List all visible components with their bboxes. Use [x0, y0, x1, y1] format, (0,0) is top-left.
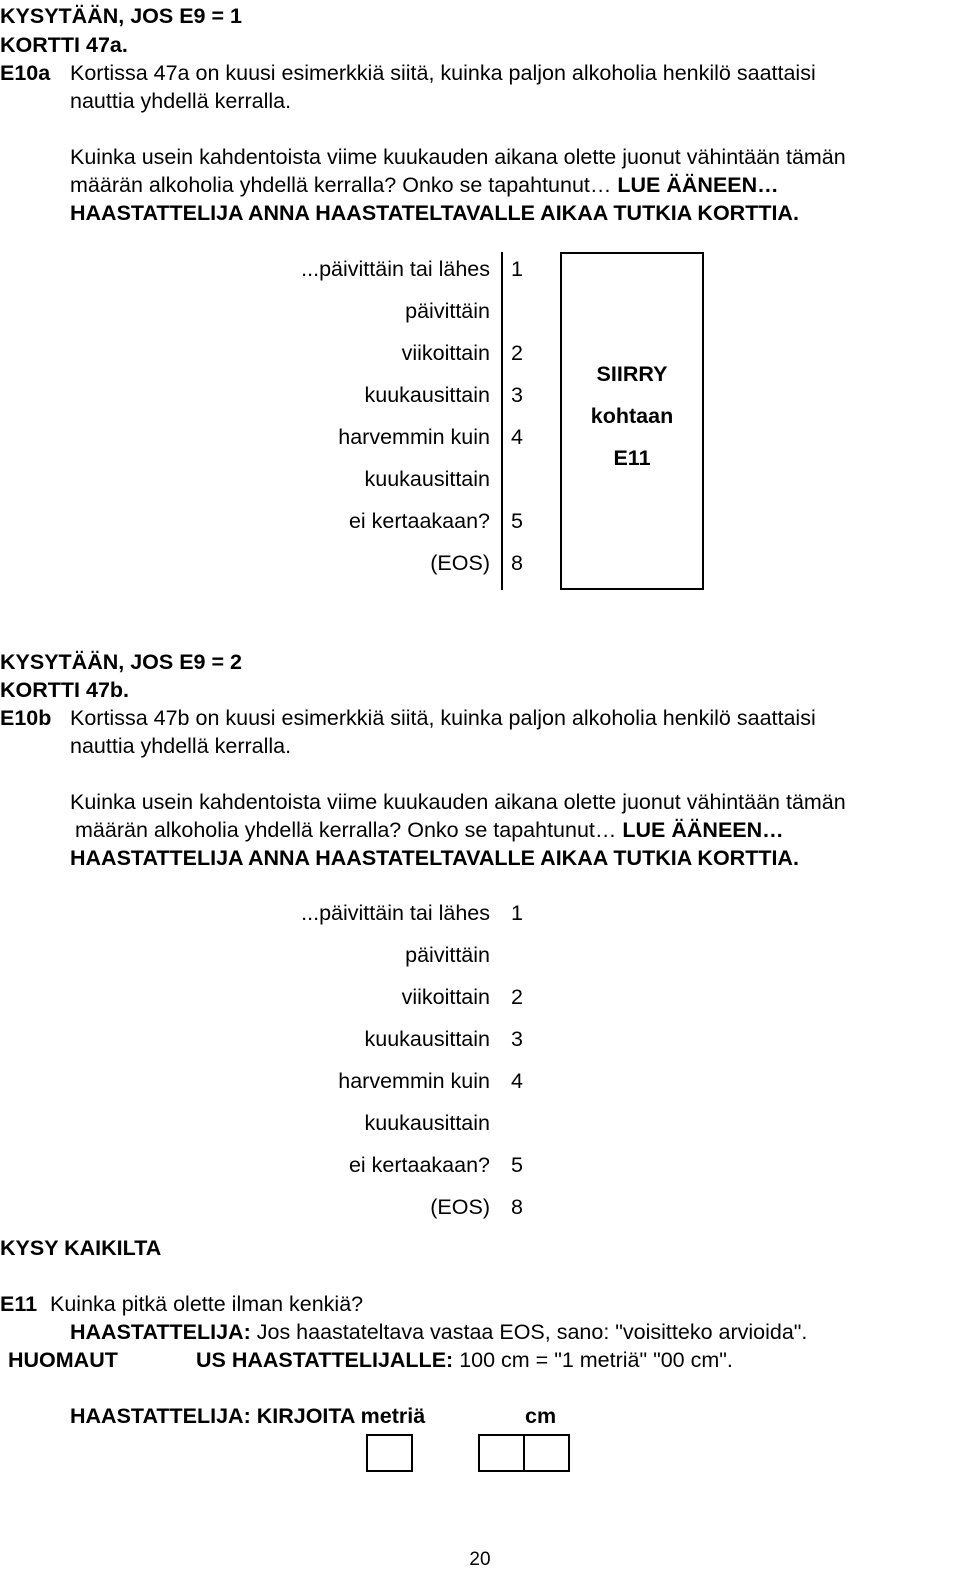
option-code: 1: [511, 257, 523, 281]
interviewer-note: [70, 1322, 807, 1344]
code-column-divider: [501, 252, 503, 590]
skip-target: E11: [613, 446, 651, 470]
option-code: 4: [511, 425, 523, 449]
option-label: viikoittain: [401, 341, 490, 365]
question-id-e10b: E10b: [0, 706, 52, 730]
option-label: päivittäin: [405, 299, 490, 323]
write-instruction: HAASTATTELIJA: KIRJOITA metriä: [70, 1404, 426, 1428]
option-label: harvemmin kuin: [338, 1069, 490, 1093]
option-code: 2: [511, 985, 523, 1009]
height-question: Kuinka pitkä olette ilman kenkiä?: [50, 1292, 364, 1316]
intro-line-1: Kortissa 47b on kuusi esimerkkiä siitä, kuinka paljon alkoholia henkilö saattaisi: [70, 706, 816, 730]
question-line-2: [75, 820, 784, 842]
option-label: ei kertaakaan?: [348, 509, 490, 533]
option-label: ei kertaakaan?: [348, 1153, 490, 1177]
option-label: kuukausittain: [364, 383, 490, 407]
skip-instruction: kohtaan: [590, 404, 674, 428]
question-line-1: Kuinka usein kahdentoista viime kuukauden aikana olette juonut vähintään tämän: [70, 790, 846, 814]
interviewer-label: HAASTATTELIJA:: [70, 1320, 251, 1344]
option-code: 5: [511, 509, 523, 533]
option-label: harvemmin kuin: [338, 425, 490, 449]
interviewer-instruction: HAASTATTELIJA ANNA HAASTATELTAVALLE AIKAA TUTKIA KORTTIA.: [70, 201, 799, 225]
option-label: ...päivittäin tai lähes: [301, 257, 490, 281]
option-label: kuukausittain: [364, 467, 490, 491]
skip-box-top-border: [560, 252, 704, 254]
meters-input-box[interactable]: [366, 1434, 413, 1472]
option-label: ...päivittäin tai lähes: [301, 901, 490, 925]
option-code: 1: [511, 901, 523, 925]
interviewer-text: Jos haastateltava vastaa EOS, sano: "voisitteko arvioida".: [256, 1320, 808, 1344]
read-aloud-instruction: LUE ÄÄNEEN…: [617, 173, 779, 197]
question-id-e11: E11: [0, 1292, 38, 1316]
skip-instruction: SIIRRY: [596, 362, 668, 386]
option-label: viikoittain: [401, 985, 490, 1009]
option-code: 3: [511, 383, 523, 407]
read-aloud-instruction: LUE ÄÄNEEN…: [622, 818, 784, 842]
option-code: 4: [511, 1069, 523, 1093]
question-line-1: Kuinka usein kahdentoista viime kuukauden aikana olette juonut vähintään tämän: [70, 145, 846, 169]
option-code: 3: [511, 1027, 523, 1051]
condition-e10b: KYSYTÄÄN, JOS E9 = 2: [0, 650, 242, 674]
question-text: määrän alkoholia yhdellä kerralla? Onko se tapahtunut…: [70, 173, 618, 197]
option-label: kuukausittain: [364, 1027, 490, 1051]
ask-all-heading: KYSY KAIKILTA: [0, 1236, 162, 1260]
skip-box-bottom-border: [560, 588, 704, 590]
option-label: (EOS): [430, 551, 490, 575]
cm-units-input-box[interactable]: [523, 1434, 570, 1472]
option-code: 8: [511, 551, 523, 575]
condition-e10a: KYSYTÄÄN, JOS E9 = 1: [0, 4, 242, 28]
intro-line-2: nauttia yhdellä kerralla.: [70, 734, 292, 758]
option-label: päivittäin: [405, 943, 490, 967]
option-label: kuukausittain: [364, 1111, 490, 1135]
question-line-2: [70, 175, 779, 197]
option-code: 5: [511, 1153, 523, 1177]
note-heading: US HAASTATTELIJALLE:: [196, 1348, 454, 1372]
note-label: HUOMAUT: [8, 1348, 118, 1372]
intro-line-2: nauttia yhdellä kerralla.: [70, 89, 292, 113]
option-code: 2: [511, 341, 523, 365]
option-code: 8: [511, 1195, 523, 1219]
cm-label: cm: [525, 1404, 557, 1428]
option-label: (EOS): [430, 1195, 490, 1219]
intro-line-1: Kortissa 47a on kuusi esimerkkiä siitä, kuinka paljon alkoholia henkilö saattaisi: [70, 61, 816, 85]
question-id-e10a: E10a: [0, 61, 51, 85]
card-label-47b: KORTTI 47b.: [0, 678, 130, 702]
question-text: määrän alkoholia yhdellä kerralla? Onko se tapahtunut…: [75, 818, 623, 842]
cm-tens-input-box[interactable]: [478, 1434, 525, 1472]
note-text: 100 cm = "1 metriä" "00 cm".: [459, 1348, 733, 1372]
note-line: [196, 1350, 733, 1372]
page-number: 20: [469, 1549, 491, 1570]
card-label-47a: KORTTI 47a.: [0, 33, 128, 57]
interviewer-instruction: HAASTATTELIJA ANNA HAASTATELTAVALLE AIKAA TUTKIA KORTTIA.: [70, 846, 799, 870]
